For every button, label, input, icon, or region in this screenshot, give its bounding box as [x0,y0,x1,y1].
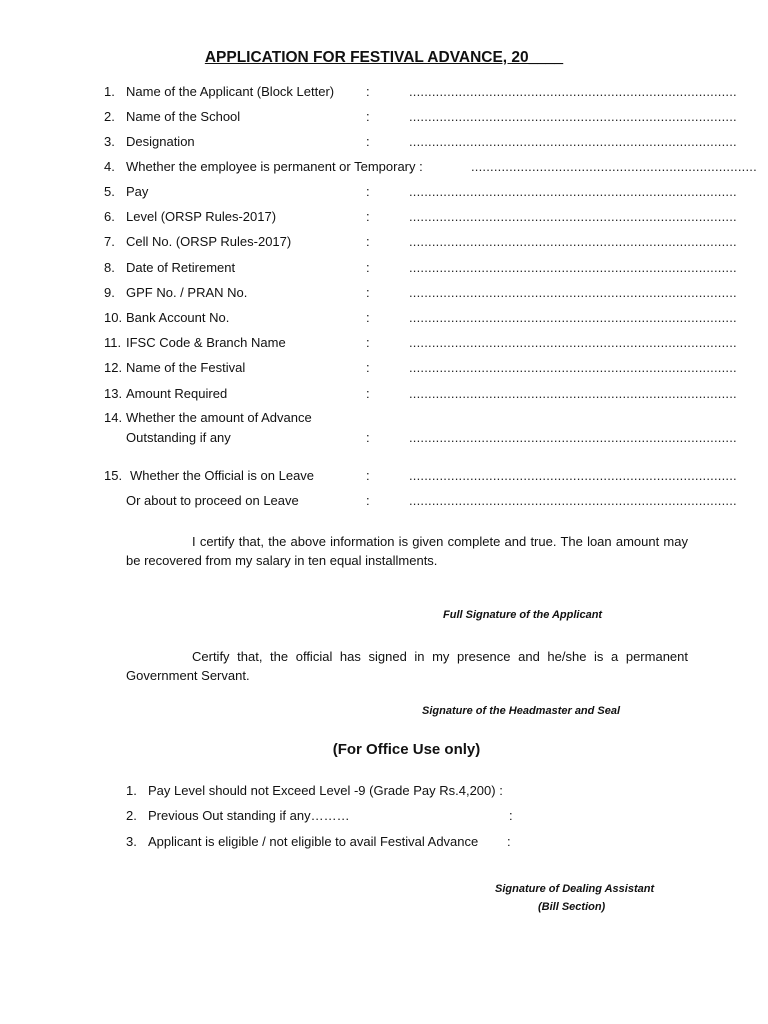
field-number: 11. [104,335,122,350]
fill-in-blank[interactable]: ...................................................................................... [409,209,737,224]
field-label: Whether the employee is permanent or Temporary : [126,159,423,174]
field-label: Cell No. (ORSP Rules-2017) [126,234,292,249]
field-label: Or about to proceed on Leave [126,493,299,508]
fill-in-blank[interactable]: ...................................................................................... [409,260,737,275]
field-number: 7. [104,234,115,249]
applicant-certification [126,532,688,570]
field-label: Level (ORSP Rules-2017) [126,209,277,224]
bill-section-label: (Bill Section) [538,901,606,913]
field-number: 15. [104,468,123,483]
field-colon: : [366,134,370,149]
form-title: APPLICATION FOR FESTIVAL ADVANCE, 20____ [204,49,564,66]
field-colon: : [366,360,370,375]
office-item-label: Applicant is eligible / not eligible to avail Festival Advance [148,834,479,849]
field-number: 2. [104,109,115,124]
fill-in-blank[interactable]: ...................................................................................... [409,430,737,445]
fill-in-blank[interactable]: ...................................................................................... [409,285,737,300]
field-label: Whether the Official is on Leave [130,468,315,483]
fill-in-blank[interactable]: ...................................................................................... [409,134,737,149]
headmaster-certification-text: Certify that, the official has signed in my presence and he/she is a permanent Government Servant. [126,649,688,683]
field-label: Name of the Festival [126,360,246,375]
field-colon: : [366,260,370,275]
field-label: GPF No. / PRAN No. [126,285,248,300]
office-item-label: Pay Level should not Exceed Level -9 (Grade Pay Rs.4,200) : [148,783,503,798]
field-label: Outstanding if any [126,430,231,445]
field-number: 14. [104,410,123,425]
office-use-heading: (For Office Use only) [332,741,481,758]
fill-in-blank[interactable]: ...................................................................................... [409,493,737,508]
office-item-number: 1. [126,783,137,798]
field-label: Name of the School [126,109,241,124]
fill-in-blank[interactable]: ........................................................................... [471,159,757,174]
field-label: IFSC Code & Branch Name [126,335,286,350]
field-colon: : [366,209,370,224]
dealing-assistant-signature-label: Signature of Dealing Assistant [495,883,655,895]
field-number: 10. [104,310,123,325]
field-number: 5. [104,184,115,199]
field-label: Bank Account No. [126,310,230,325]
applicant-signature-label: Full Signature of the Applicant [443,609,603,621]
field-colon: : [366,430,370,445]
fill-in-blank[interactable]: ...................................................................................... [409,310,737,325]
field-label: Designation [126,134,195,149]
field-number: 6. [104,209,115,224]
field-colon: : [366,285,370,300]
field-number: 12. [104,360,123,375]
fill-in-blank[interactable]: ...................................................................................... [409,184,737,199]
field-number: 9. [104,285,115,300]
field-number: 8. [104,260,115,275]
fill-in-blank[interactable]: ...................................................................................... [409,360,737,375]
field-label: Amount Required [126,386,228,401]
fill-in-blank[interactable]: ...................................................................................... [409,468,737,483]
field-label: Pay [126,184,149,199]
fill-in-blank[interactable]: ...................................................................................... [409,234,737,249]
office-item-colon: : [507,834,511,849]
office-item-number: 3. [126,834,137,849]
field-number: 3. [104,134,115,149]
office-item-label: Previous Out standing if any……… [148,808,350,823]
field-colon: : [366,386,370,401]
field-label: Date of Retirement [126,260,236,275]
applicant-certification-text: I certify that, the above information is given complete and true. The loan amount may be recovered from my salary in ten equal installments. [126,534,688,568]
field-colon: : [366,335,370,350]
field-colon: : [366,84,370,99]
field-number: 13. [104,386,123,401]
fill-in-blank[interactable]: ...................................................................................... [409,335,737,350]
field-label: Whether the amount of Advance [126,410,312,425]
field-label: Name of the Applicant (Block Letter) [126,84,335,99]
field-colon: : [366,310,370,325]
field-colon: : [366,184,370,199]
fill-in-blank[interactable]: ...................................................................................... [409,386,737,401]
field-colon: : [366,468,370,483]
fill-in-blank[interactable]: ...................................................................................... [409,109,737,124]
field-number: 4. [104,159,115,174]
headmaster-certification [126,647,688,685]
office-item-number: 2. [126,808,137,823]
fill-in-blank[interactable]: ...................................................................................... [409,84,737,99]
office-item-colon: : [509,808,513,823]
field-colon: : [366,234,370,249]
headmaster-signature-label: Signature of the Headmaster and Seal [422,705,621,717]
field-colon: : [366,109,370,124]
field-colon: : [366,493,370,508]
field-number: 1. [104,84,115,99]
